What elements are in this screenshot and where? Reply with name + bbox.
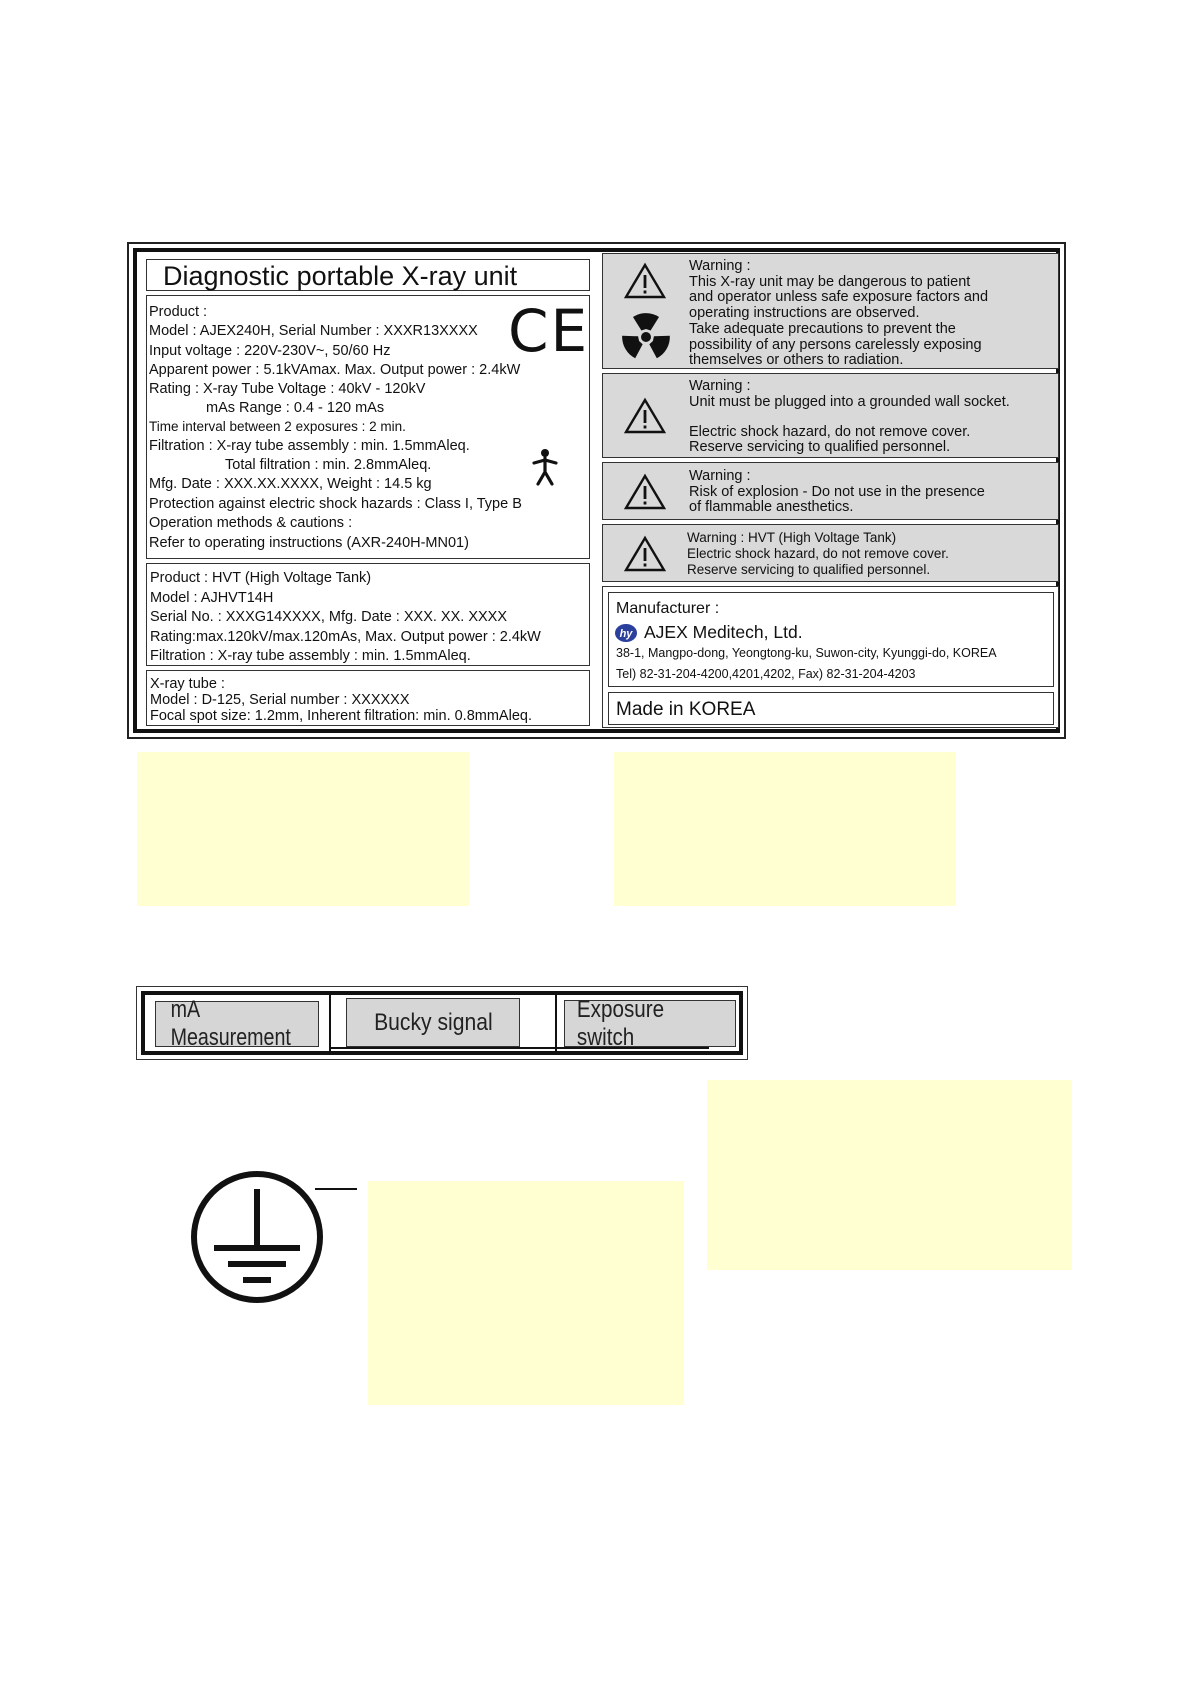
xray-tube-info-box	[146, 670, 590, 726]
warning-1-line-5: possibility of any persons carelessly exposing	[689, 337, 982, 353]
company-address: 38-1, Mangpo-dong, Yeongtong-ku, Suwon-city, Kyunggi-do, KOREA	[616, 646, 997, 660]
protection-line: Protection against electric shock hazards : Class I, Type B	[149, 496, 522, 512]
hvt-info-box	[146, 563, 590, 666]
warning-2-line-4: Reserve servicing to qualified personnel.	[689, 439, 951, 455]
warning-ground-box	[602, 373, 1059, 458]
annotation-note-ground	[368, 1181, 684, 1405]
ma-measurement-label	[155, 996, 319, 1051]
ma-measurement-text: mA Measurement	[170, 996, 291, 1051]
hvt-filtration: Filtration : X-ray tube assembly : min. 1.5mmAleq.	[150, 648, 471, 664]
warning-4-line-1: Electric shock hazard, do not remove cover.	[687, 546, 949, 561]
bucky-signal-text: Bucky signal	[373, 1008, 493, 1036]
operation-line: Operation methods & cautions :	[149, 515, 353, 531]
warning-2-line-0: Warning :	[689, 378, 751, 394]
tube-focal: Focal spot size: 1.2mm, Inherent filtration: min. 0.8mmAleq.	[150, 708, 532, 724]
total-filtration-line: Total filtration : min. 2.8mmAleq.	[225, 457, 432, 473]
filtration-line: Filtration : X-ray tube assembly : min. 1.5mmAleq.	[149, 438, 470, 454]
time-interval-line: Time interval between 2 exposures : 2 min.	[149, 419, 406, 434]
warning-1-line-1: This X-ray unit may be dangerous to patient	[689, 274, 971, 290]
warning-1-line-4: Take adequate precautions to prevent the	[689, 321, 956, 337]
warning-radiation-box	[602, 253, 1059, 369]
type-b-applied-part-icon	[531, 448, 559, 486]
label-title-box	[146, 259, 590, 291]
warning-explosion-box	[602, 462, 1059, 520]
warning-triangle-icon	[623, 473, 667, 511]
power-line: Apparent power : 5.1kVAmax. Max. Output power : 2.4kW	[149, 362, 521, 378]
warning-1-line-3: operating instructions are observed.	[689, 305, 920, 321]
warning-hvt-box	[602, 524, 1059, 582]
warning-1-line-6: themselves or others to radiation.	[689, 352, 904, 368]
mas-range-line: mAs Range : 0.4 - 120 mAs	[206, 400, 385, 416]
warning-3-line-0: Warning :	[689, 468, 751, 484]
mfg-date-line: Mfg. Date : XXX.XX.XXXX, Weight : 14.5 kg	[149, 476, 432, 492]
exposure-switch-text: Exposure switch	[576, 995, 665, 1051]
ce-mark-icon: CE	[508, 297, 590, 365]
ground-leader-line	[315, 1188, 357, 1190]
exposure-switch-label	[564, 995, 736, 1051]
warning-3-line-2: of flammable anesthetics.	[689, 499, 854, 515]
annotation-note-left	[137, 752, 469, 906]
tube-heading: X-ray tube :	[150, 676, 225, 692]
hvt-product: Product : HVT (High Voltage Tank)	[150, 570, 372, 586]
label-title: Diagnostic portable X-ray unit	[163, 261, 518, 291]
radiation-trefoil-icon	[619, 311, 673, 363]
warning-4-line-0: Warning : HVT (High Voltage Tank)	[687, 530, 897, 545]
manufacturer-box	[608, 592, 1054, 687]
svg-text:hy: hy	[619, 628, 633, 640]
company-phone: Tel) 82-31-204-4200,4201,4202, Fax) 82-31-204-4203	[616, 667, 916, 681]
connector-panel-divider-left	[329, 995, 331, 1051]
input-voltage: Input voltage : 220V-230V~, 50/60 Hz	[149, 343, 391, 359]
hvt-serial: Serial No. : XXXG14XXXX, Mfg. Date : XXX. XX. XXXX	[150, 609, 508, 625]
warning-2-line-1: Unit must be plugged into a grounded wall socket.	[689, 394, 1010, 410]
manufacturer-heading: Manufacturer :	[616, 600, 720, 617]
warning-3-line-1: Risk of explosion - Do not use in the presence	[689, 484, 985, 500]
protective-earth-icon	[187, 1167, 327, 1307]
warning-4-line-2: Reserve servicing to qualified personnel.	[687, 562, 931, 577]
company-logo-icon	[614, 623, 638, 643]
product-heading: Product :	[149, 304, 208, 320]
hvt-model: Model : AJHVT14H	[150, 590, 274, 606]
annotation-note-connector	[707, 1080, 1072, 1270]
warning-1-line-0: Warning :	[689, 258, 751, 274]
connector-panel-divider-right	[555, 995, 557, 1051]
rating-line: Rating : X-ray Tube Voltage : 40kV - 120kV	[149, 381, 426, 397]
annotation-note-right	[614, 752, 956, 906]
origin-box	[608, 692, 1054, 725]
tube-model: Model : D-125, Serial number : XXXXXX	[150, 692, 410, 708]
warning-2-line-3: Electric shock hazard, do not remove cover.	[689, 424, 971, 440]
product-model-line: Model : AJEX240H, Serial Number : XXXR13XXXX	[149, 323, 478, 339]
warning-triangle-icon	[623, 535, 667, 573]
hvt-rating: Rating:max.120kV/max.120mAs, Max. Output power : 2.4kW	[150, 629, 541, 645]
warning-1-line-2: and operator unless safe exposure factors and	[689, 289, 989, 305]
warning-triangle-icon	[623, 397, 667, 435]
bucky-signal-label	[346, 998, 520, 1047]
warning-triangle-icon	[623, 262, 667, 300]
product-info-box	[146, 295, 590, 559]
refer-line: Refer to operating instructions (AXR-240H-MN01)	[149, 535, 469, 551]
made-in-korea: Made in KOREA	[616, 699, 756, 720]
company-name: AJEX Meditech, Ltd.	[644, 622, 803, 642]
